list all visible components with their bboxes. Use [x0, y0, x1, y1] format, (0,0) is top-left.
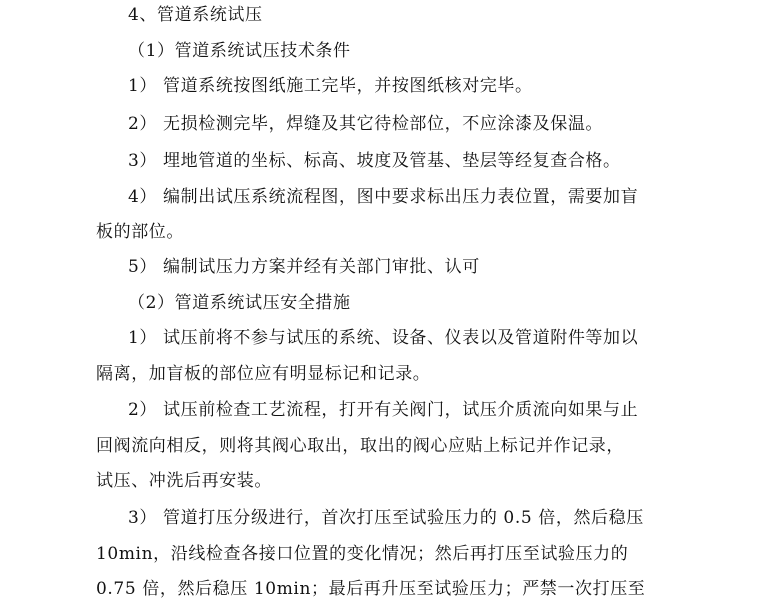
- list-item: 4） 编制出试压系统流程图，图中要求标出压力表位置，需要加盲: [128, 187, 639, 207]
- list-item: 3） 埋地管道的坐标、标高、坡度及管基、垫层等经复查合格。: [128, 151, 621, 171]
- list-item: 1） 管道系统按图纸施工完毕，并按图纸核对完毕。: [128, 76, 533, 96]
- list-item: 1） 试压前将不参与试压的系统、设备、仪表以及管道附件等加以: [128, 328, 639, 348]
- list-item-continuation: 10min，沿线检查各接口位置的变化情况；然后再打压至试验压力的: [96, 544, 629, 564]
- list-item: 3） 管道打压分级进行，首次打压至试验压力的 0.5 倍，然后稳压: [128, 508, 644, 528]
- list-item-continuation: 隔离，加盲板的部位应有明显标记和记录。: [96, 364, 431, 384]
- list-item: 2） 试压前检查工艺流程，打开有关阀门，试压介质流向如果与止: [128, 400, 639, 420]
- section-title: 4、管道系统试压: [128, 5, 263, 25]
- subsection-1-title: （1）管道系统试压技术条件: [128, 41, 351, 61]
- list-item-continuation: 试压、冲洗后再安装。: [96, 471, 272, 491]
- list-item-continuation: 板的部位。: [96, 222, 184, 242]
- subsection-2-title: （2）管道系统试压安全措施: [128, 293, 351, 313]
- list-item: 2） 无损检测完毕，焊缝及其它待检部位，不应涂漆及保温。: [128, 114, 604, 134]
- list-item-continuation: 回阀流向相反，则将其阀心取出，取出的阀心应贴上标记并作记录，: [96, 436, 624, 456]
- list-item: 5） 编制试压力方案并经有关部门审批、认可: [128, 257, 480, 277]
- list-item-continuation: 0.75 倍，然后稳压 10min；最后再升压至试验压力；严禁一次打压至: [96, 579, 646, 599]
